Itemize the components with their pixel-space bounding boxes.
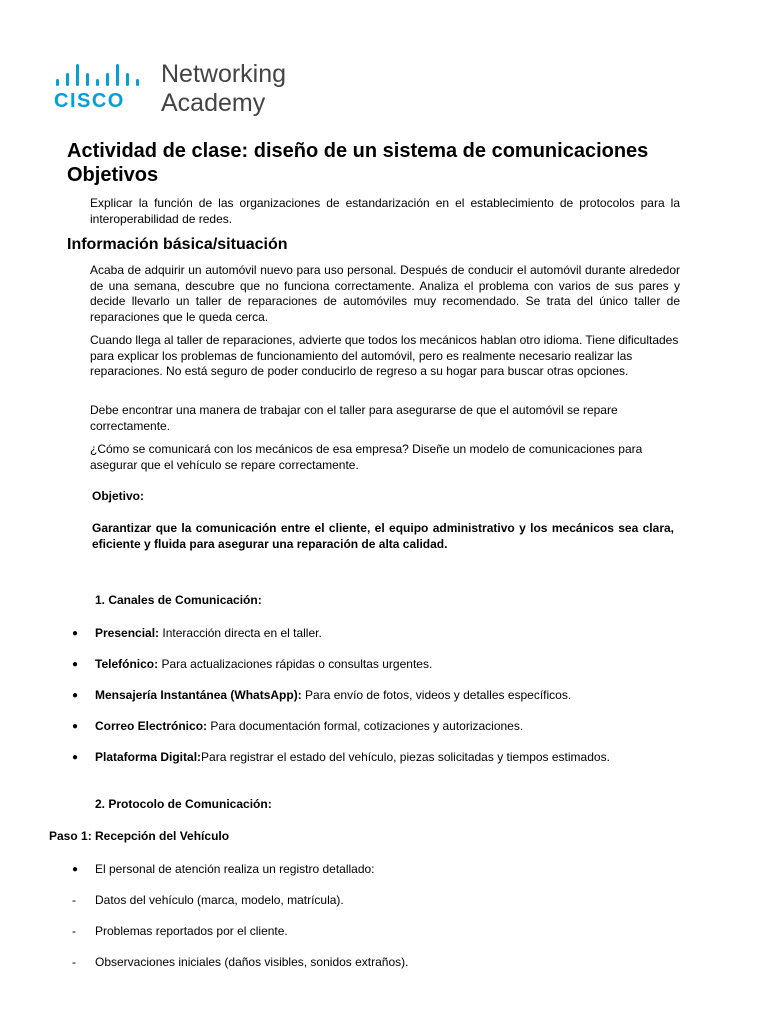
step1-heading: Paso 1: Recepción del Vehículo bbox=[49, 829, 230, 843]
bullet-icon: ● bbox=[72, 752, 79, 763]
channel-item bbox=[95, 657, 432, 671]
channel-text: Para documentación formal, cotizaciones y autorizaciones. bbox=[207, 719, 524, 733]
channel-item bbox=[95, 719, 523, 733]
objective-text: Explicar la función de las organizaciones de estandarización en el establecimiento de protocolos para la interoperabilidad de redes. bbox=[90, 196, 680, 226]
channel-item bbox=[95, 688, 571, 702]
step1-item: Datos del vehículo (marca, modelo, matrícula). bbox=[95, 893, 344, 907]
step1-item: Problemas reportados por el cliente. bbox=[95, 924, 288, 938]
channel-label: Plataforma Digital: bbox=[95, 750, 202, 764]
channel-text: Para registrar el estado del vehículo, piezas solicitadas y tiempos estimados. bbox=[201, 750, 610, 764]
section1-heading: 1. Canales de Comunicación: bbox=[95, 593, 262, 607]
channel-label: Telefónico: bbox=[95, 657, 159, 671]
channel-text: Interacción directa en el taller. bbox=[159, 626, 322, 640]
background-heading: Información básica/situación bbox=[67, 236, 288, 253]
logo-line-networking: Networking bbox=[161, 60, 287, 88]
channel-label: Correo Electrónico: bbox=[95, 719, 208, 733]
step1-item: Observaciones iniciales (daños visibles, sonidos extraños). bbox=[95, 955, 409, 969]
networking-academy-wordmark bbox=[161, 60, 286, 118]
section2-heading: 2. Protocolo de Comunicación: bbox=[95, 797, 272, 811]
cisco-wordmark: CISCO bbox=[54, 90, 125, 112]
page-title: Actividad de clase: diseño de un sistema de comunicaciones bbox=[67, 140, 649, 162]
cisco-bars-icon bbox=[54, 64, 146, 86]
channel-label: Mensajería Instantánea (WhatsApp): bbox=[95, 688, 302, 702]
goal-text: Garantizar que la comunicación entre el cliente, el equipo administrativo y los mecánicos sea clara, eficiente y fluida para asegurar una reparación de alta calidad. bbox=[92, 521, 674, 551]
channel-text: Para actualizaciones rápidas o consultas urgentes. bbox=[158, 657, 433, 671]
dash-icon: - bbox=[72, 893, 76, 907]
dash-icon: - bbox=[72, 924, 76, 938]
cisco-networking-academy-logo bbox=[54, 60, 304, 120]
logo-line-academy: Academy bbox=[161, 89, 266, 117]
channel-label: Presencial: bbox=[95, 626, 160, 640]
dash-icon: - bbox=[72, 955, 76, 969]
bullet-icon: ● bbox=[72, 721, 79, 732]
goal-label: Objetivo: bbox=[92, 489, 145, 503]
channel-item bbox=[95, 626, 322, 640]
paragraph-2: Cuando llega al taller de reparaciones, advierte que todos los mecánicos hablan otro idioma. Tiene dificultades para explicar los problemas de funcionamiento del automóvil, pero es realmente necesario realizar las reparaciones. No está seguro de poder conducirlo de regreso a su hogar para buscar otras opciones. bbox=[90, 333, 679, 378]
bullet-icon: ● bbox=[72, 690, 79, 701]
channel-text: Para envío de fotos, videos y detalles específicos. bbox=[301, 688, 572, 702]
bullet-icon: ● bbox=[72, 659, 79, 670]
objectives-heading: Objetivos bbox=[67, 164, 159, 186]
paragraph-4: ¿Cómo se comunicará con los mecánicos de esa empresa? Diseñe un modelo de comunicaciones para asegurar que el vehículo se repare correctamente. bbox=[90, 442, 643, 472]
paragraph-1: Acaba de adquirir un automóvil nuevo para uso personal. Después de conducir el automóvil durante alrededor de una semana, descubre que no funciona correctamente. Analiza el problema con varios de sus pares y decide llevarlo un taller de reparaciones de automóviles muy recomendado. Se trata del único taller de reparaciones que le queda cerca. bbox=[90, 263, 680, 324]
bullet-icon: ● bbox=[72, 628, 79, 639]
step1-bullet-text: El personal de atención realiza un registro detallado: bbox=[95, 862, 375, 876]
channel-item bbox=[95, 750, 610, 764]
paragraph-3: Debe encontrar una manera de trabajar con el taller para asegurarse de que el automóvil se repare correctamente. bbox=[90, 403, 618, 433]
bullet-icon: ● bbox=[72, 864, 79, 875]
